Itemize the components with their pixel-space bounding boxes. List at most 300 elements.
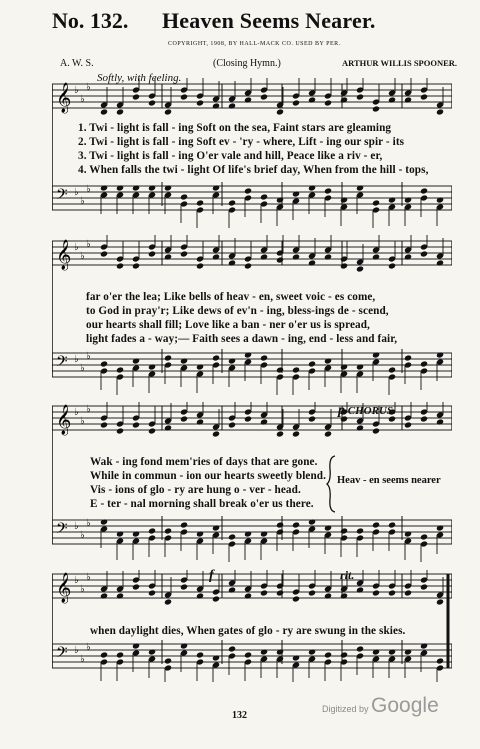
notehead (372, 521, 380, 528)
note-chord (244, 530, 252, 560)
notehead (372, 427, 380, 434)
note-chord (340, 196, 348, 226)
flat-icon: ♭ (86, 184, 91, 195)
note-chord (324, 524, 332, 554)
note-chord (100, 87, 108, 116)
notehead (212, 654, 220, 661)
hymn-title: Heaven Seems Nearer. (162, 8, 376, 33)
notehead (244, 530, 252, 537)
notehead (132, 583, 140, 590)
notehead (340, 651, 348, 658)
notehead (324, 651, 332, 658)
notehead (404, 648, 412, 655)
notehead (132, 421, 140, 428)
flat-icon: ♭ (86, 82, 91, 93)
note-chord (180, 570, 188, 591)
notehead (324, 253, 332, 260)
notehead (388, 96, 396, 103)
notehead (404, 354, 412, 361)
flat-icon: ♭ (74, 521, 79, 532)
note-chord (244, 241, 252, 270)
notehead (356, 527, 364, 534)
note-chord (244, 78, 252, 104)
notehead (356, 265, 364, 272)
note-chord (212, 524, 220, 554)
notehead (436, 524, 444, 531)
google-logo: Google (371, 694, 439, 717)
note-chord (228, 238, 236, 267)
notehead (420, 533, 428, 540)
notehead (292, 521, 300, 528)
bass-clef-icon: 𝄢 (56, 644, 68, 665)
notehead (148, 648, 156, 655)
note-chord (436, 524, 444, 554)
notehead (356, 424, 364, 431)
notehead (388, 196, 396, 203)
notehead (276, 589, 284, 596)
flat-icon: ♭ (74, 645, 79, 656)
notehead (420, 360, 428, 367)
note-chord (420, 402, 428, 423)
notehead (180, 357, 188, 364)
note-chord (356, 363, 364, 393)
flat-icon: ♭ (80, 530, 85, 541)
notehead (420, 250, 428, 257)
notehead (132, 262, 140, 269)
verse-1-line-3: Wak - ing fond mem'ries of days that are gone. (90, 456, 318, 468)
note-chord (212, 409, 220, 438)
notehead (116, 530, 124, 537)
note-chord (196, 571, 204, 600)
note-group (100, 349, 444, 395)
note-chord (196, 363, 204, 393)
forte-marking: f (209, 568, 214, 583)
notehead (116, 262, 124, 269)
note-chord (244, 571, 252, 600)
note-chord (148, 363, 156, 393)
note-chord (292, 235, 300, 261)
notehead (372, 648, 380, 655)
note-chord (404, 78, 412, 104)
notehead (388, 366, 396, 373)
note-chord (372, 199, 380, 228)
treble-clef-icon: 𝄞 (56, 405, 72, 435)
notehead (308, 259, 316, 266)
notehead (436, 351, 444, 358)
composer-credit: ARTHUR WILLIS SPOONER. (342, 58, 458, 68)
note-chord (308, 78, 316, 104)
bass-staff (52, 642, 452, 668)
note-chord (420, 570, 428, 591)
notehead (212, 430, 220, 437)
note-group (100, 640, 444, 682)
note-group (100, 516, 444, 562)
note-chord (116, 366, 124, 395)
chorus-refrain-text: Heav - en seems nearer (337, 475, 441, 486)
notehead (164, 424, 172, 431)
flat-icon: ♭ (86, 518, 91, 529)
treble-clef-icon: 𝄞 (56, 240, 72, 270)
note-chord (420, 78, 428, 101)
flat-icon: ♭ (74, 575, 79, 586)
note-chord (276, 409, 284, 438)
notehead (148, 527, 156, 534)
notehead (164, 657, 172, 664)
notehead (100, 250, 108, 257)
notehead (244, 351, 252, 358)
notehead (100, 184, 108, 191)
notehead (228, 259, 236, 266)
notehead (340, 592, 348, 599)
note-chord (276, 235, 284, 264)
notehead (164, 598, 172, 605)
note-chord (420, 533, 428, 562)
notehead (292, 99, 300, 106)
ritardando-marking: rit. (340, 568, 355, 582)
notehead (100, 651, 108, 658)
note-chord (180, 78, 188, 101)
bass-clef-icon: 𝄢 (56, 520, 68, 541)
notehead (148, 184, 156, 191)
flat-icon: ♭ (86, 642, 91, 653)
notehead (196, 651, 204, 658)
note-chord (148, 235, 156, 258)
note-chord (212, 81, 220, 110)
note-chord (292, 574, 300, 603)
note-chord (164, 235, 172, 261)
bass-clef-icon: 𝄢 (56, 353, 68, 374)
notehead (164, 527, 172, 534)
notehead (148, 363, 156, 370)
notehead (148, 589, 156, 596)
note-chord (148, 78, 156, 107)
notehead (436, 108, 444, 115)
notehead (356, 93, 364, 100)
note-chord (260, 235, 268, 261)
note-chord (372, 84, 380, 113)
notehead (276, 366, 284, 373)
notehead (100, 592, 108, 599)
flat-icon: ♭ (74, 354, 79, 365)
notehead (292, 595, 300, 602)
notehead (132, 357, 140, 364)
notehead (324, 524, 332, 531)
notehead (324, 99, 332, 106)
notehead (404, 421, 412, 428)
note-chord (340, 78, 348, 104)
notehead (196, 418, 204, 425)
notehead (324, 592, 332, 599)
note-chord (260, 402, 268, 426)
notehead (340, 527, 348, 534)
note-chord (164, 87, 172, 116)
chorus-dynamic: p (338, 403, 345, 418)
notehead (308, 184, 316, 191)
note-chord (436, 238, 444, 267)
notehead (228, 533, 236, 540)
notehead (132, 530, 140, 537)
note-chord (436, 87, 444, 116)
flat-icon: ♭ (80, 584, 85, 595)
flat-icon: ♭ (80, 416, 85, 427)
note-chord (164, 577, 172, 606)
note-group (100, 570, 444, 606)
notehead (308, 360, 316, 367)
notehead (420, 415, 428, 422)
note-chord (116, 241, 124, 270)
notehead (420, 642, 428, 649)
note-chord (324, 409, 332, 438)
note-chord (244, 402, 252, 423)
flat-icon: ♭ (86, 404, 91, 415)
notehead (292, 430, 300, 437)
note-chord (132, 530, 140, 560)
note-chord (372, 235, 380, 261)
notehead (340, 196, 348, 203)
notehead (164, 184, 172, 191)
notehead (244, 592, 252, 599)
note-chord (116, 406, 124, 435)
notehead (308, 96, 316, 103)
notehead (436, 196, 444, 203)
note-chord (324, 78, 332, 107)
notehead (180, 193, 188, 200)
notehead (436, 418, 444, 425)
note-chord (260, 530, 268, 560)
note-chord (228, 199, 236, 228)
note-chord (132, 357, 140, 387)
notehead (228, 357, 236, 364)
note-chord (388, 241, 396, 270)
note-chord (164, 657, 172, 682)
flat-icon: ♭ (80, 94, 85, 105)
notehead (388, 648, 396, 655)
note-chord (196, 530, 204, 560)
flat-icon: ♭ (74, 187, 79, 198)
note-chord (404, 196, 412, 226)
notehead (292, 190, 300, 197)
notehead (244, 262, 252, 269)
notehead (324, 430, 332, 437)
note-chord (388, 366, 396, 395)
chorus-label-text: CHORUS. (347, 405, 396, 417)
notehead (148, 250, 156, 257)
notehead (100, 108, 108, 115)
chorus-label (338, 403, 396, 419)
note-chord (388, 648, 396, 678)
notehead (164, 108, 172, 115)
notehead (372, 199, 380, 206)
notehead (148, 99, 156, 106)
note-chord (276, 87, 284, 116)
notehead (180, 583, 188, 590)
note-chord (228, 81, 236, 110)
note-chord (132, 78, 140, 101)
note-chord (148, 406, 156, 435)
note-chord (132, 570, 140, 591)
notehead (276, 196, 284, 203)
note-chord (404, 648, 412, 678)
note-chord (196, 402, 204, 426)
notehead (212, 253, 220, 260)
flat-icon: ♭ (80, 196, 85, 207)
note-chord (340, 363, 348, 393)
notehead (292, 253, 300, 260)
notehead (404, 96, 412, 103)
notehead (116, 592, 124, 599)
flat-icon: ♭ (74, 85, 79, 96)
notehead (228, 586, 236, 593)
note-chord (180, 235, 188, 258)
notehead (180, 521, 188, 528)
notehead (228, 199, 236, 206)
note-chord (292, 366, 300, 395)
notehead (116, 108, 124, 115)
flat-icon: ♭ (74, 407, 79, 418)
notehead (164, 253, 172, 260)
notehead (132, 93, 140, 100)
verse-2-line-2: to God in pray'r; Like dews of ev'n - ing, bless-ings de - scend, (86, 305, 389, 317)
notehead (132, 642, 140, 649)
notehead (372, 105, 380, 112)
copyright-notice: COPYRIGHT, 1908, BY HALL-MACK CO. USED BY PER. (168, 41, 341, 47)
notehead (420, 93, 428, 100)
note-chord (196, 78, 204, 107)
note-chord (324, 235, 332, 261)
notehead (276, 108, 284, 115)
notehead (340, 363, 348, 370)
notehead (356, 586, 364, 593)
notehead (196, 262, 204, 269)
notehead (404, 589, 412, 596)
note-chord (356, 78, 364, 101)
lyricist-credit: A. W. S. (60, 58, 94, 69)
tempo-marking: Softly, with feeling. (97, 72, 182, 84)
note-chord (212, 235, 220, 261)
notehead (308, 518, 316, 525)
note-chord (324, 357, 332, 387)
notehead (180, 642, 188, 649)
note-chord (436, 577, 444, 606)
note-chord (100, 571, 108, 600)
refrain-line: when daylight dies, When gates of glo - ry are swung in the skies. (90, 625, 406, 637)
note-chord (356, 570, 364, 594)
note-chord (148, 648, 156, 678)
notehead (260, 530, 268, 537)
notehead (308, 648, 316, 655)
notehead (356, 184, 364, 191)
notehead (404, 530, 412, 537)
flat-icon: ♭ (74, 242, 79, 253)
notehead (244, 187, 252, 194)
note-chord (196, 199, 204, 228)
note-chord (292, 190, 300, 220)
notehead (244, 96, 252, 103)
digitized-prefix: Digitized by (322, 704, 369, 714)
note-chord (164, 403, 172, 432)
note-chord (116, 530, 124, 560)
notehead (196, 363, 204, 370)
note-chord (308, 648, 316, 678)
notehead (388, 521, 396, 528)
notehead (212, 102, 220, 109)
notehead (116, 184, 124, 191)
notehead (116, 427, 124, 434)
notehead (388, 262, 396, 269)
bass-clef-icon: 𝄢 (56, 186, 68, 207)
notehead (212, 595, 220, 602)
verse-3-line-3: Vis - ions of glo - ry are hung o - ver - head. (90, 484, 301, 496)
notehead (420, 583, 428, 590)
note-chord (436, 196, 444, 226)
note-chord (420, 235, 428, 258)
notehead (372, 589, 380, 596)
notehead (276, 256, 284, 263)
notehead (148, 427, 156, 434)
notehead (244, 651, 252, 658)
notehead (340, 262, 348, 269)
notehead (196, 530, 204, 537)
note-chord (116, 87, 124, 116)
flat-icon: ♭ (80, 363, 85, 374)
treble-clef-icon: 𝄞 (56, 573, 72, 603)
notehead (308, 415, 316, 422)
note-chord (132, 241, 140, 270)
notehead (436, 598, 444, 605)
notehead (100, 518, 108, 525)
note-chord (228, 570, 236, 594)
notehead (260, 193, 268, 200)
notehead (372, 253, 380, 260)
note-chord (292, 78, 300, 107)
note-chord (116, 571, 124, 600)
note-chord (404, 530, 412, 560)
flat-icon: ♭ (80, 654, 85, 665)
notehead (180, 415, 188, 422)
note-chord (276, 648, 284, 678)
notehead (100, 360, 108, 367)
verse-1-line-2: far o'er the lea; Like bells of heav - en, sweet voic - es come, (86, 291, 376, 303)
note-chord (356, 244, 364, 273)
notehead (276, 521, 284, 528)
verse-4-line-2: light fades a - way;— Faith sees a dawn - ing, end - less and fair, (86, 333, 398, 345)
note-chord (260, 648, 268, 678)
notehead (100, 421, 108, 428)
notehead (212, 184, 220, 191)
notehead (228, 421, 236, 428)
note-chord (308, 238, 316, 267)
flat-icon: ♭ (86, 572, 91, 583)
treble-clef-icon: 𝄞 (56, 83, 72, 113)
notehead (436, 657, 444, 664)
notehead (116, 366, 124, 373)
note-chord (388, 78, 396, 104)
notehead (260, 648, 268, 655)
note-chord (228, 533, 236, 562)
note-chord (260, 78, 268, 101)
notehead (196, 199, 204, 206)
notehead (164, 354, 172, 361)
occasion-note: (Closing Hymn.) (213, 58, 281, 69)
note-chord (436, 657, 444, 682)
notehead (340, 96, 348, 103)
notehead (116, 651, 124, 658)
bass-staff (52, 351, 452, 377)
verse-4-line-3: E - ter - nal morning shall break o'er us there. (90, 498, 314, 510)
notehead (260, 418, 268, 425)
note-chord (324, 571, 332, 600)
flat-icon: ♭ (80, 251, 85, 262)
